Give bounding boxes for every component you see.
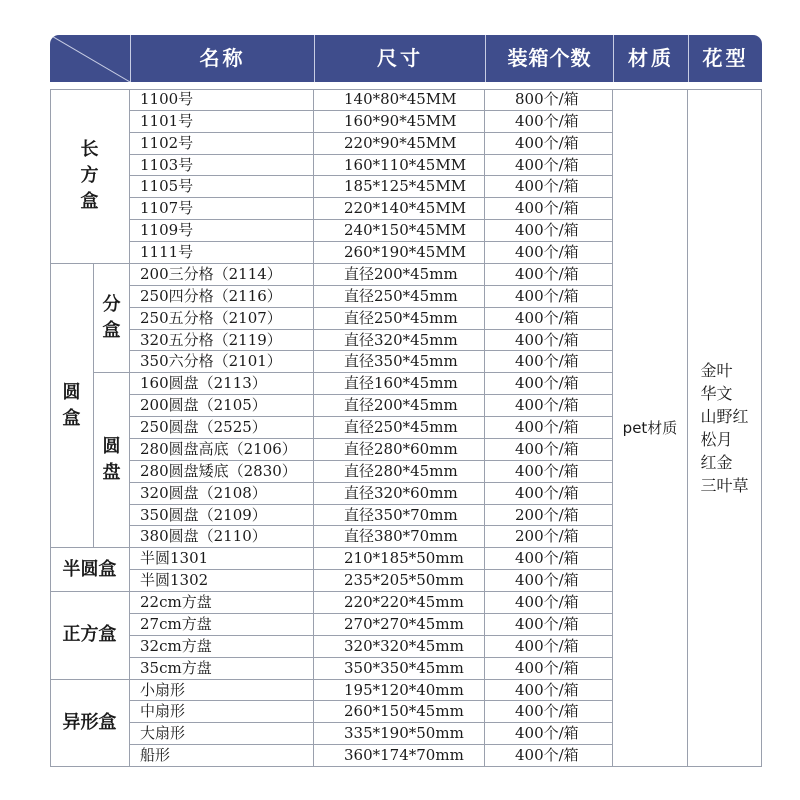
table-cell-size: 260*150*45mm [314, 701, 485, 723]
table-cell-size: 直径280*45mm [314, 461, 485, 483]
table-cell-qty: 400个/箱 [485, 220, 613, 242]
table-cell-size: 195*120*40mm [314, 680, 485, 702]
table-cell-qty: 400个/箱 [485, 680, 613, 702]
table-cell-size: 140*80*45MM [314, 89, 485, 111]
table-cell-qty: 400个/箱 [485, 548, 613, 570]
table-cell-qty: 400个/箱 [485, 373, 613, 395]
table-header [50, 35, 762, 82]
table-cell-qty: 400个/箱 [485, 483, 613, 505]
table-cell-size: 185*125*45MM [314, 176, 485, 198]
header-name: 名称 [199, 46, 246, 70]
table-cell-qty: 400个/箱 [485, 723, 613, 745]
table-cell-name: 27cm方盘 [130, 614, 314, 636]
header-material: 材质 [628, 46, 674, 70]
table-cell-size: 直径350*70mm [314, 505, 485, 527]
table-cell-size: 直径250*45mm [314, 286, 485, 308]
table-cell-size: 220*90*45MM [314, 133, 485, 155]
table-cell-size: 直径200*45mm [314, 264, 485, 286]
table-cell-qty: 400个/箱 [485, 614, 613, 636]
table-cell-size: 直径250*45mm [314, 308, 485, 330]
table-cell-name: 半圆1302 [130, 570, 314, 592]
table-cell-name: 1111号 [130, 242, 314, 264]
table-cell-size: 270*270*45mm [314, 614, 485, 636]
table-cell-name: 大扇形 [130, 723, 314, 745]
table-cell-name: 1101号 [130, 111, 314, 133]
table-cell-size: 220*220*45mm [314, 592, 485, 614]
table-cell-name: 小扇形 [130, 680, 314, 702]
category-rect-box: 长 方 盒 [50, 89, 130, 264]
table-cell-name: 280圆盘高底（2106） [130, 439, 314, 461]
category-half-round-box: 半圆盒 [50, 548, 130, 592]
table-cell-name: 160圆盘（2113） [130, 373, 314, 395]
pattern-cell: 金叶 华文 山野红 松月 红金 三叶草 [688, 89, 762, 767]
product-table [50, 89, 762, 767]
table-cell-qty: 400个/箱 [485, 701, 613, 723]
category-square-box: 正方盒 [50, 592, 130, 679]
table-cell-size: 220*140*45MM [314, 198, 485, 220]
table-cell-size: 直径280*60mm [314, 439, 485, 461]
table-cell-size: 直径380*70mm [314, 526, 485, 548]
table-cell-qty: 400个/箱 [485, 155, 613, 177]
table-cell-qty: 400个/箱 [485, 636, 613, 658]
category-round-box: 圆 盒 [50, 264, 94, 548]
table-cell-name: 半圆1301 [130, 548, 314, 570]
category-divided-box: 分 盒 [94, 264, 130, 373]
category-round-disc: 圆 盘 [94, 373, 130, 548]
table-cell-name: 中扇形 [130, 701, 314, 723]
table-cell-size: 160*110*45MM [314, 155, 485, 177]
table-cell-qty: 400个/箱 [485, 286, 613, 308]
table-cell-name: 320圆盘（2108） [130, 483, 314, 505]
table-cell-qty: 400个/箱 [485, 133, 613, 155]
table-cell-size: 160*90*45MM [314, 111, 485, 133]
table-cell-size: 直径250*45mm [314, 417, 485, 439]
table-cell-size: 直径320*60mm [314, 483, 485, 505]
table-cell-name: 1109号 [130, 220, 314, 242]
table-cell-name: 35cm方盘 [130, 658, 314, 680]
table-cell-name: 1105号 [130, 176, 314, 198]
table-cell-name: 1103号 [130, 155, 314, 177]
table-cell-qty: 400个/箱 [485, 417, 613, 439]
table-cell-qty: 400个/箱 [485, 395, 613, 417]
table-cell-name: 1102号 [130, 133, 314, 155]
table-cell-qty: 400个/箱 [485, 351, 613, 373]
table-cell-qty: 200个/箱 [485, 526, 613, 548]
table-cell-qty: 400个/箱 [485, 461, 613, 483]
table-cell-size: 直径160*45mm [314, 373, 485, 395]
category-special-shape-box: 异形盒 [50, 680, 130, 767]
table-cell-name: 250五分格（2107） [130, 308, 314, 330]
table-cell-qty: 400个/箱 [485, 570, 613, 592]
header-size: 尺寸 [377, 46, 423, 70]
table-cell-name: 350六分格（2101） [130, 351, 314, 373]
table-cell-size: 335*190*50mm [314, 723, 485, 745]
header-pattern: 花型 [702, 46, 749, 70]
table-cell-qty: 400个/箱 [485, 264, 613, 286]
header-corner-decoration [50, 35, 130, 82]
table-cell-name: 200圆盘（2105） [130, 395, 314, 417]
table-cell-name: 250四分格（2116） [130, 286, 314, 308]
table-cell-name: 1107号 [130, 198, 314, 220]
table-cell-name: 1100号 [130, 89, 314, 111]
table-cell-size: 320*320*45mm [314, 636, 485, 658]
header-qty: 装箱个数 [507, 46, 592, 70]
table-cell-qty: 400个/箱 [485, 198, 613, 220]
table-cell-name: 22cm方盘 [130, 592, 314, 614]
table-cell-size: 260*190*45MM [314, 242, 485, 264]
table-cell-qty: 400个/箱 [485, 111, 613, 133]
table-cell-size: 直径320*45mm [314, 330, 485, 352]
table-cell-qty: 400个/箱 [485, 439, 613, 461]
table-cell-qty: 800个/箱 [485, 89, 613, 111]
table-cell-qty: 400个/箱 [485, 592, 613, 614]
material-cell: pet材质 [613, 89, 688, 767]
table-cell-size: 210*185*50mm [314, 548, 485, 570]
table-cell-size: 360*174*70mm [314, 745, 485, 767]
table-cell-size: 直径350*45mm [314, 351, 485, 373]
table-cell-qty: 400个/箱 [485, 330, 613, 352]
table-cell-name: 32cm方盘 [130, 636, 314, 658]
table-cell-qty: 400个/箱 [485, 242, 613, 264]
table-cell-qty: 400个/箱 [485, 658, 613, 680]
table-cell-name: 200三分格（2114） [130, 264, 314, 286]
table-cell-name: 320五分格（2119） [130, 330, 314, 352]
table-cell-size: 350*350*45mm [314, 658, 485, 680]
table-cell-qty: 400个/箱 [485, 745, 613, 767]
table-cell-qty: 400个/箱 [485, 308, 613, 330]
table-cell-name: 船形 [130, 745, 314, 767]
table-cell-name: 380圆盘（2110） [130, 526, 314, 548]
table-cell-qty: 200个/箱 [485, 505, 613, 527]
table-cell-size: 240*150*45MM [314, 220, 485, 242]
table-cell-size: 235*205*50mm [314, 570, 485, 592]
table-cell-size: 直径200*45mm [314, 395, 485, 417]
table-cell-name: 250圆盘（2525） [130, 417, 314, 439]
table-cell-name: 280圆盘矮底（2830） [130, 461, 314, 483]
table-cell-name: 350圆盘（2109） [130, 505, 314, 527]
table-cell-qty: 400个/箱 [485, 176, 613, 198]
